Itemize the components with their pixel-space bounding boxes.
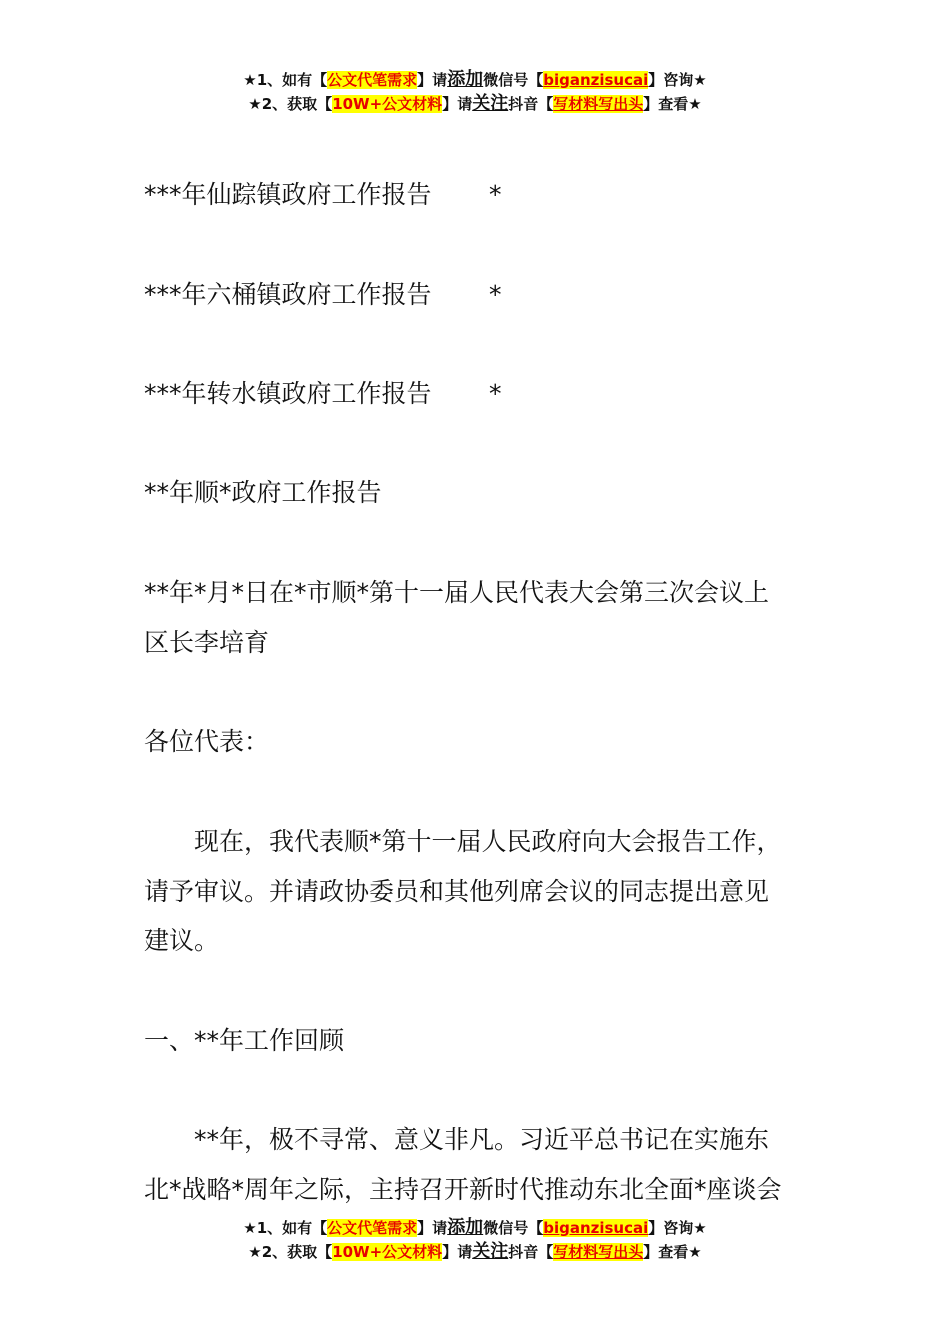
doc-subtitle-line-2: 区长李培育 bbox=[144, 627, 270, 657]
banner-emphasis: 关注 bbox=[472, 93, 509, 114]
doc-list-item-2 bbox=[144, 270, 809, 320]
banner-text: 】请 bbox=[417, 1219, 448, 1237]
document-body bbox=[144, 1115, 809, 1214]
document-body bbox=[144, 717, 809, 767]
doc-paragraph-2-line-2: 北*战略*周年之际，主持召开新时代推动东北全面*座谈会 bbox=[144, 1174, 782, 1204]
document-body bbox=[144, 170, 809, 220]
highlight-service: 公文代笔需求 bbox=[327, 71, 418, 89]
wechat-id: biganzisucai bbox=[543, 71, 649, 89]
wechat-id: biganzisucai bbox=[543, 1219, 649, 1237]
document-body bbox=[144, 1016, 809, 1066]
list-item-text: ***年六桶镇政府工作报告 bbox=[144, 280, 432, 309]
document-body bbox=[144, 468, 809, 518]
highlight-service: 公文代笔需求 bbox=[327, 1219, 418, 1237]
doc-paragraph-1-line-3: 建议。 bbox=[144, 926, 220, 956]
bottom-ad-banner bbox=[0, 1216, 950, 1264]
banner-text: ★1、如有【 bbox=[243, 71, 328, 89]
document-body bbox=[144, 270, 809, 320]
banner-text: ★2、获取【 bbox=[248, 95, 333, 113]
banner-text: 】咨询★ bbox=[648, 1219, 707, 1237]
banner-text: 】查看★ bbox=[643, 1243, 702, 1261]
highlight-materials: 10W+公文材料 bbox=[332, 95, 443, 113]
list-item-star: * bbox=[489, 180, 502, 209]
banner-text: ★1、如有【 bbox=[243, 1219, 328, 1237]
banner-text: ★2、获取【 bbox=[248, 1243, 333, 1261]
banner-text: 抖音【 bbox=[508, 95, 554, 113]
document-body bbox=[144, 369, 809, 419]
banner-text: 抖音【 bbox=[508, 1243, 554, 1261]
banner-text: 微信号【 bbox=[483, 71, 544, 89]
banner-text: 】咨询★ bbox=[648, 71, 707, 89]
banner-line-1 bbox=[0, 68, 950, 92]
banner-text: 】请 bbox=[442, 1243, 473, 1261]
banner-line-2 bbox=[0, 92, 950, 116]
banner-emphasis: 添加 bbox=[447, 1217, 484, 1238]
list-item-text: ***年转水镇政府工作报告 bbox=[144, 379, 432, 408]
doc-salutation: 各位代表： bbox=[144, 727, 270, 756]
banner-text: 】查看★ bbox=[643, 95, 702, 113]
list-item-star: * bbox=[489, 379, 502, 408]
banner-text: 】请 bbox=[417, 71, 448, 89]
banner-text: 】请 bbox=[442, 95, 473, 113]
doc-list-item-1 bbox=[144, 170, 809, 220]
highlight-materials: 10W+公文材料 bbox=[332, 1243, 443, 1261]
document-body bbox=[144, 568, 809, 667]
douyin-id: 写材料写出头 bbox=[553, 1243, 644, 1261]
list-item-star: * bbox=[489, 280, 502, 309]
banner-text: 微信号【 bbox=[483, 1219, 544, 1237]
douyin-id: 写材料写出头 bbox=[553, 95, 644, 113]
banner-emphasis: 关注 bbox=[472, 1241, 509, 1262]
doc-list-item-3 bbox=[144, 369, 809, 419]
doc-paragraph-1-line-2: 请予审议。并请政协委员和其他列席会议的同志提出意见 bbox=[144, 876, 770, 906]
doc-paragraph-1-line-1: 现在，我代表顺*第十一届人民政府向大会报告工作， bbox=[194, 827, 782, 856]
doc-paragraph-2-line-1: **年，极不寻常、意义非凡。习近平总书记在实施东 bbox=[194, 1125, 770, 1154]
top-ad-banner bbox=[0, 68, 950, 116]
doc-section-heading-1: 一、**年工作回顾 bbox=[144, 1026, 345, 1055]
doc-subtitle-line-1: **年*月*日在*市顺*第十一届人民代表大会第三次会议上 bbox=[144, 578, 770, 607]
doc-title: **年顺*政府工作报告 bbox=[144, 478, 382, 507]
document-body bbox=[144, 817, 809, 966]
banner-emphasis: 添加 bbox=[447, 69, 484, 90]
banner-line-1 bbox=[0, 1216, 950, 1240]
list-item-text: ***年仙踪镇政府工作报告 bbox=[144, 180, 432, 209]
banner-line-2 bbox=[0, 1240, 950, 1264]
